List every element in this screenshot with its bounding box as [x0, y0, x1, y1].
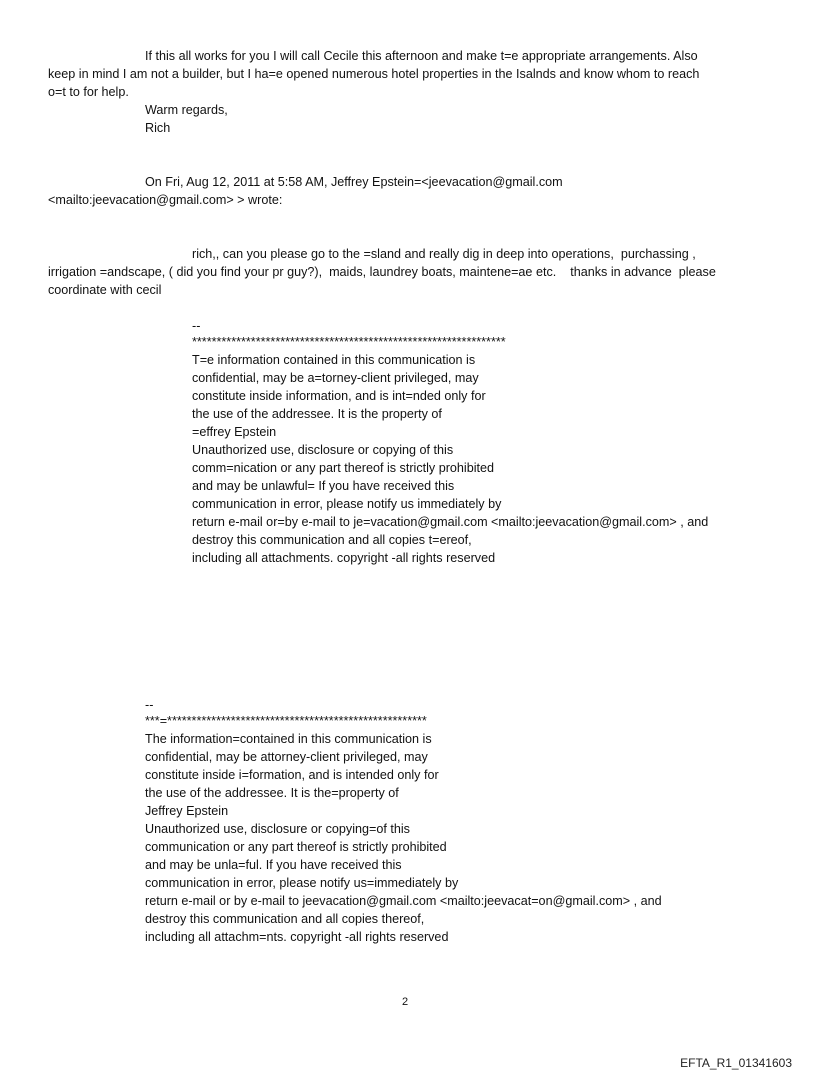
bates-id: EFTA_R1_01341603 — [680, 1056, 792, 1070]
disclaimer-inner-line: Unauthorized use, disclosure or copying of this — [192, 443, 454, 457]
disclaimer-inner-dashes: -- — [192, 319, 201, 333]
disclaimer-outer-line: constitute inside i=formation, and is intended only for — [145, 768, 439, 782]
disclaimer-inner-line: return e-mail or=by e-mail to je=vacation@gmail.com <mailto:jeevacation@gmail.com> , and — [192, 515, 709, 529]
disclaimer-outer-line: confidential, may be attorney-client privileged, may — [145, 750, 428, 764]
quoted-message-line-2: irrigation =andscape, ( did you find your pr guy?), maids, laundrey boats, maintene=ae etc. thanks in advance please — [48, 265, 716, 279]
quote-header-line-2: <mailto:jeevacation@gmail.com> > wrote: — [48, 193, 283, 207]
disclaimer-inner-line: including all attachments. copyright -all rights reserved — [192, 551, 496, 565]
disclaimer-outer-line: and may be unla=ful. If you have received this — [145, 858, 402, 872]
disclaimer-inner-line: constitute inside information, and is int=nded only for — [192, 389, 486, 403]
disclaimer-outer-line: Unauthorized use, disclosure or copying=of this — [145, 822, 410, 836]
disclaimer-inner-line: confidential, may be a=torney-client privileged, may — [192, 371, 479, 385]
disclaimer-outer-line: communication in error, please notify us=immediately by — [145, 876, 459, 890]
disclaimer-outer-line: destroy this communication and all copies thereof, — [145, 912, 425, 926]
disclaimer-inner-line: destroy this communication and all copies t=ereof, — [192, 533, 472, 547]
disclaimer-outer-line: the use of the addressee. It is the=property of — [145, 786, 399, 800]
disclaimer-inner-line: the use of the addressee. It is the property of — [192, 407, 442, 421]
reply-line-3: o=t to for help. — [48, 85, 129, 99]
quote-header-line-1: On Fri, Aug 12, 2011 at 5:58 AM, Jeffrey Epstein=<jeevacation@gmail.com — [145, 175, 563, 189]
disclaimer-inner-line: communication in error, please notify us immediately by — [192, 497, 502, 511]
disclaimer-outer-line: The information=contained in this communication is — [145, 732, 432, 746]
page-number: 2 — [402, 996, 409, 1008]
reply-line-1: If this all works for you I will call Cecile this afternoon and make t=e appropriate arrangements. Also — [145, 49, 698, 63]
reply-line-2: keep in mind I am not a builder, but I ha=e opened numerous hotel properties in the Isalnds and know whom to reach — [48, 67, 700, 81]
disclaimer-outer-line: Jeffrey Epstein — [145, 804, 229, 818]
disclaimer-outer-line: return e-mail or by e-mail to jeevacation@gmail.com <mailto:jeevacat=on@gmail.com> , and — [145, 894, 662, 908]
disclaimer-inner-line: T=e information contained in this communication is — [192, 353, 476, 367]
quoted-message-line-3: coordinate with cecil — [48, 283, 162, 297]
disclaimer-inner-line: and may be unlawful= If you have received this — [192, 479, 455, 493]
reply-signature: Rich — [145, 121, 171, 135]
disclaimer-inner-stars: **************************************************************** — [192, 335, 506, 349]
disclaimer-inner-line: =effrey Epstein — [192, 425, 277, 439]
reply-closing: Warm regards, — [145, 103, 228, 117]
disclaimer-outer-line: communication or any part thereof is strictly prohibited — [145, 840, 447, 854]
disclaimer-outer-line: including all attachm=nts. copyright -all rights reserved — [145, 930, 449, 944]
quoted-message-line-1: rich,, can you please go to the =sland and really dig in deep into operations, purchassing , — [192, 247, 696, 261]
disclaimer-inner-line: comm=nication or any part thereof is strictly prohibited — [192, 461, 495, 475]
disclaimer-outer-dashes: -- — [145, 698, 154, 712]
disclaimer-outer-stars: ***=***************************************************** — [145, 714, 427, 728]
